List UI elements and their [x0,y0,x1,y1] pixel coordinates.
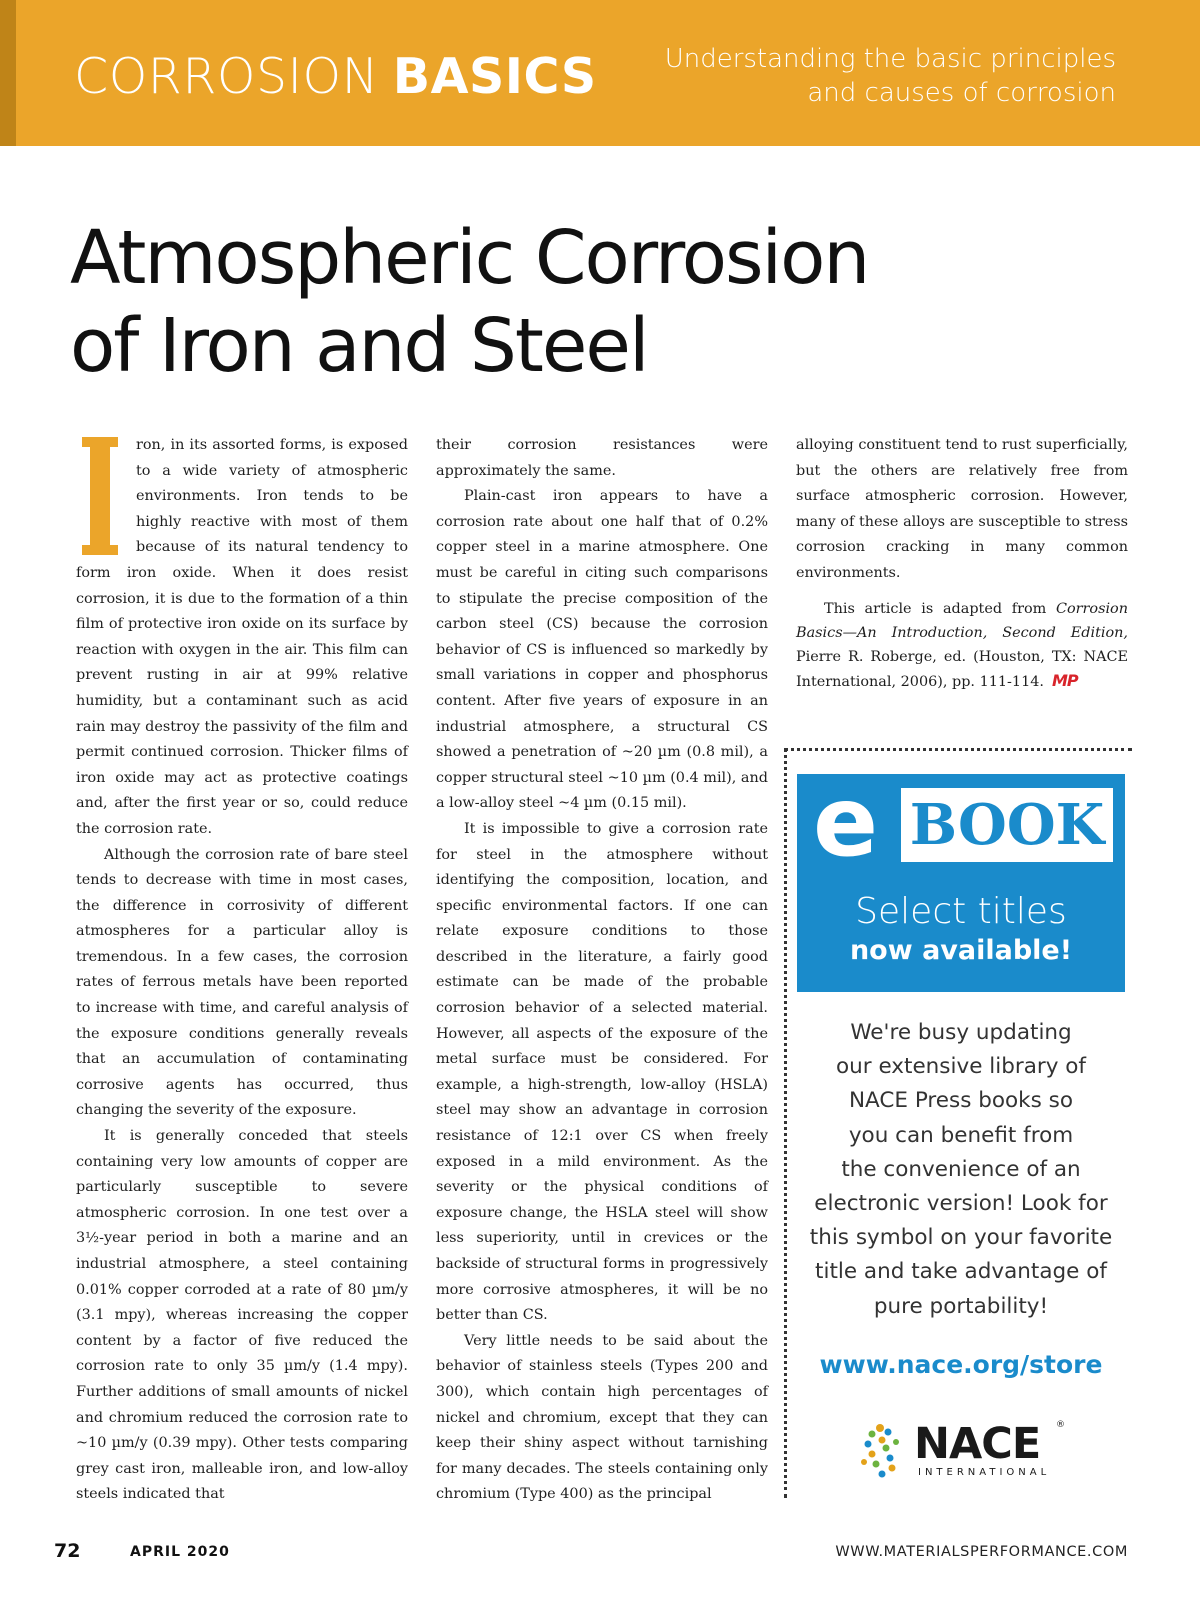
promo-line: the convenience of an [841,1156,1081,1182]
ebook-e-icon: e [813,766,879,878]
drop-cap [90,437,110,555]
paragraph: Very little needs to be said about the behavior of stainless steels (Types 200 and 300), which contain high percentages of nickel and chromium, except that they can keep their shiny aspect without tarnishing for many decades. The steels containing only chromium (Type 400) as the principal [436,1332,768,1503]
promo-line: our extensive library of [835,1054,1086,1080]
article-column-3 [796,433,1128,694]
paragraph: alloying constituent tend to rust superficially, but the others are relatively free from surface atmospheric corrosion. However, many of these alloys are susceptible to stress corrosion cracking in many common environments. [796,437,1128,581]
section-subtitle [665,42,1116,110]
paragraph: Although the corrosion rate of bare steel tends to decrease with time in most cases, the difference in corrosivity of different atmospheres for a particular alloy is tremendous. In a few cases, the corrosion rates of ferrous metals have been reported to increase with time, and careful analysis of the exposure conditions generally reveals that an accumulation of contaminating corrosive agents has occurred, thus changing the severity of the exposure. [76,846,408,1119]
ebook-banner[interactable] [797,766,1125,992]
store-link[interactable]: www.nace.org/store [819,1350,1103,1379]
article-column-2 [436,433,768,1508]
mp-end-mark-icon: MP [1051,670,1078,690]
credit-book-title: Corrosion Basics—An Introduction, Second Edition, [796,600,1128,641]
ad-divider-horizontal [784,748,1132,751]
ebook-select-titles: Select titles [855,891,1067,932]
paragraph [76,433,408,843]
article-column-1 [76,433,408,1508]
article-title [70,214,970,390]
promo-line: electronic version! Look for [814,1191,1108,1217]
article-title-line2: of Iron and Steel [70,303,648,389]
paragraph: Plain-cast iron appears to have a corrosion rate about one half that of 0.2% copper steel in a marine atmosphere. One must be careful in citing such comparisons to stipulate the precise composition of the carbon steel (CS) because the corrosion behavior of CS is influenced so markedly by small variations in copper and phosphorus content. After five years of exposure in an industrial atmosphere, a structural CS showed a penetration of ~20 µm (0.8 mil), a copper structural steel ~10 µm (0.4 mil), and a low-alloy steel ~4 µm (0.15 mil). [436,488,768,812]
ad-divider-vertical [784,748,787,1498]
credit-suffix: Pierre R. Roberge, ed. (Houston, TX: NACE International, 2006), pp. 111-114. [796,648,1128,690]
paragraph: It is impossible to give a corrosion rate for steel in the atmosphere without identifying the composition, location, and specific environmental factors. If one can relate exposure conditions to those described in the literature, a fairly good estimate can be made of the probable corrosion behavior of a selected material. However, all aspects of the exposure of the metal surface must be considered. For example, a high-strength, low-alloy (HSLA) steel may show an advantage in corrosion resistance of 12:1 over CS when freely exposed in a mild environment. As the severity or the physical conditions of exposure change, the HSLA steel will show less superiority, until in crevices or the backside of structural forms in progressively more corrosive atmospheres, it will be no better than CS. [436,820,768,1324]
paragraph: It is generally conceded that steels containing very low amounts of copper are particularly susceptible to severe atmospheric corrosion. In one test over a 3½-year period in both a marine and an industrial atmosphere, a steel containing 0.01% copper corroded at a rate of 80 µm/y (3.1 mpy), whereas increasing the copper content by a factor of five reduced the corrosion rate to only 35 µm/y (1.4 mpy). Further additions of small amounts of nickel and chromium reduced the corrosion rate to ~10 µm/y (0.39 mpy). Other tests comparing grey cast iron, malleable iron, and low-alloy steels indicated that [76,1128,408,1503]
ebook-book-label: BOOK [909,792,1105,858]
promo-line: NACE Press books so [848,1088,1074,1114]
issue-date: APRIL 2020 [130,1544,230,1560]
credit-prefix: This article is adapted from [824,600,1056,617]
section-label-light: CORROSION [74,48,379,105]
page-number: 72 [54,1540,81,1562]
ebook-promo-text [794,1016,1128,1324]
article-title-line1: Atmospheric Corrosion [70,215,869,301]
section-label [74,48,597,105]
section-subtitle-line1: Understanding the basic principles [664,44,1116,74]
promo-line: you can benefit from [848,1122,1074,1148]
paragraph: their corrosion resistances were approximately the same. [436,437,768,479]
banner-edge [0,0,16,146]
promo-line: pure portability! [873,1293,1049,1319]
section-label-bold: BASICS [392,48,597,105]
footer-website[interactable]: WWW.MATERIALSPERFORMANCE.COM [835,1544,1128,1560]
nace-registered-mark: ® [1056,1420,1065,1430]
ebook-book-box [901,788,1113,862]
nace-logo [852,1420,1072,1480]
section-subtitle-line2: and causes of corrosion [807,78,1116,108]
promo-line: title and take advantage of [815,1259,1107,1285]
nace-international-label: INTERNATIONAL [918,1467,1051,1478]
article-credit [796,597,1128,694]
promo-line: We're busy updating [850,1020,1072,1045]
paragraph-text: ron, in its assorted forms, is exposed to a wide variety of atmospheric environments. Iron tends to be highly reactive with most of them because of its natural tendency to form iron oxide. When it does resist corrosion, it is due to the formation of a thin film of protective iron oxide on its surface by reaction with oxygen in the air. This film can prevent rusting in air at 99% relative humidity, but a contaminant such as acid rain may destroy the passivity of the film and permit continued corrosion. Thicker films of iron oxide may act as protective coatings and, after the first year or so, could reduce the corrosion rate. [76,437,408,837]
nace-helix-icon [852,1420,908,1480]
promo-line: this symbol on your favorite [809,1225,1113,1251]
nace-wordmark: NACE [914,1419,1041,1469]
ebook-now-available: now available! [849,935,1073,966]
